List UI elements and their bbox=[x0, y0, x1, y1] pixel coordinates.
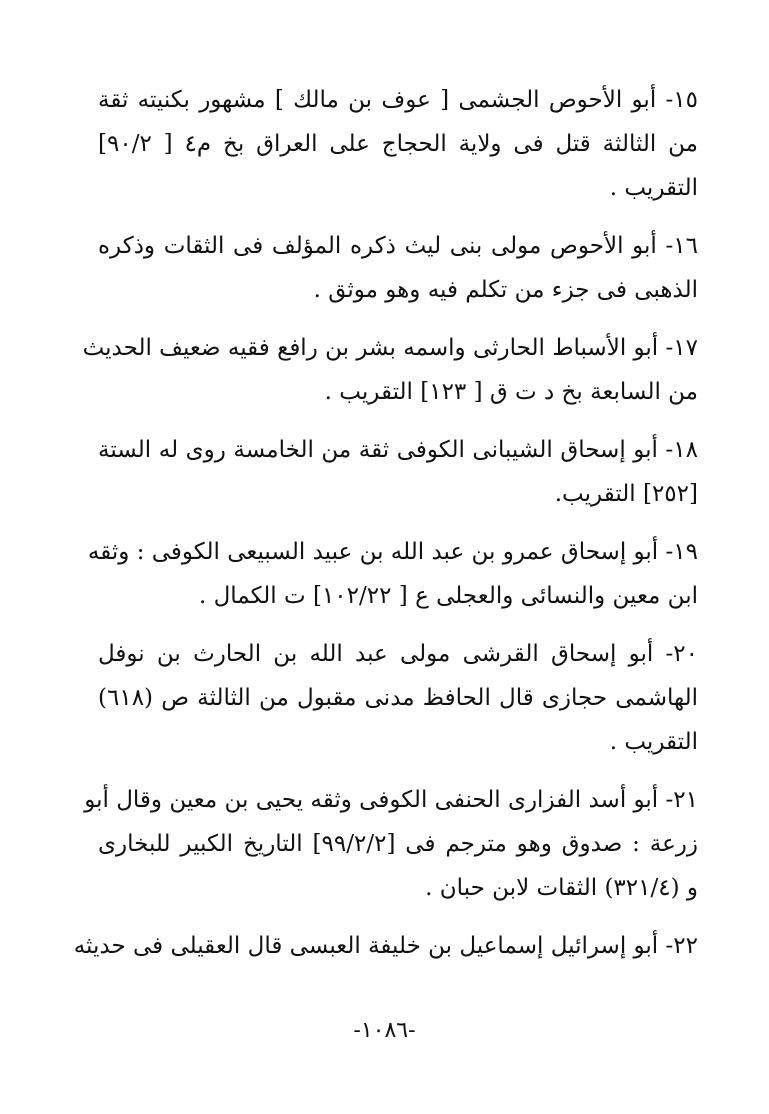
entry-22 bbox=[73, 924, 698, 968]
entry-line: ١٧- أبو الأسباط الحارثى واسمه بشر بن رافع فقيه ضعيف الحديث bbox=[82, 335, 698, 361]
entry-line: الهاشمى حجازى قال الحافظ مدنى مقبول من الثالثة ص (٦١٨) bbox=[98, 685, 698, 711]
entry-line: التقريب . bbox=[609, 175, 698, 201]
entry-line: ابن معين والنسائى والعجلى ع [ ١٠٢/٢٢] ت الكمال . bbox=[198, 583, 698, 609]
entry-line: [٢٥٢] التقريب. bbox=[554, 481, 698, 507]
entry-line: الذهبى فى جزء من تكلم فيه وهو موثق . bbox=[313, 277, 698, 303]
entry-17 bbox=[82, 326, 698, 414]
entry-16 bbox=[98, 224, 698, 312]
entry-line: ١٥- أبو الأحوص الجشمى [ عوف بن مالك ] مشهور بكنيته ثقة bbox=[98, 87, 698, 113]
entry-line: ٢٢- أبو إسرائيل إسماعيل بن خليفة العبسى قال العقيلى فى حديثه bbox=[73, 933, 698, 959]
entry-line: من الثالثة قتل فى ولاية الحجاج على العراق بخ م٤ [ ٩٠/٢] bbox=[98, 131, 698, 157]
entry-18 bbox=[98, 428, 698, 516]
entry-20 bbox=[98, 632, 698, 764]
entry-line: و (٣٢١/٤) الثقات لابن حبان . bbox=[425, 875, 698, 901]
entry-line: ١٦- أبو الأحوص مولى بنى ليث ذكره المؤلف فى الثقات وذكره bbox=[98, 233, 698, 259]
entry-line: من السابعة بخ د ت ق [ ١٢٣] التقريب . bbox=[324, 379, 698, 405]
entry-line: ٢٠- أبو إسحاق القرشى مولى عبد الله بن الحارث بن نوفل bbox=[98, 641, 698, 667]
entry-line: ١٨- أبو إسحاق الشيبانى الكوفى ثقة من الخامسة روى له الستة bbox=[98, 437, 698, 463]
entry-line: ٢١- أبو أسد الفزارى الحنفى الكوفى وثقه يحيى بن معين وقال أبو bbox=[84, 787, 698, 813]
entry-line: ١٩- أبو إسحاق عمرو بن عبد الله بن عبيد السبيعى الكوفى : وثقه bbox=[87, 539, 698, 565]
entry-19 bbox=[87, 530, 698, 618]
document-body bbox=[73, 78, 699, 982]
entry-line: زرعة : صدوق وهو مترجم فى [٩٩/٢/٢] التاريخ الكبير للبخارى bbox=[98, 831, 699, 857]
entry-line: التقريب . bbox=[609, 729, 698, 755]
entry-21 bbox=[84, 778, 699, 910]
entry-15 bbox=[98, 78, 698, 210]
page-number: -١٠٨٦- bbox=[353, 1018, 416, 1043]
